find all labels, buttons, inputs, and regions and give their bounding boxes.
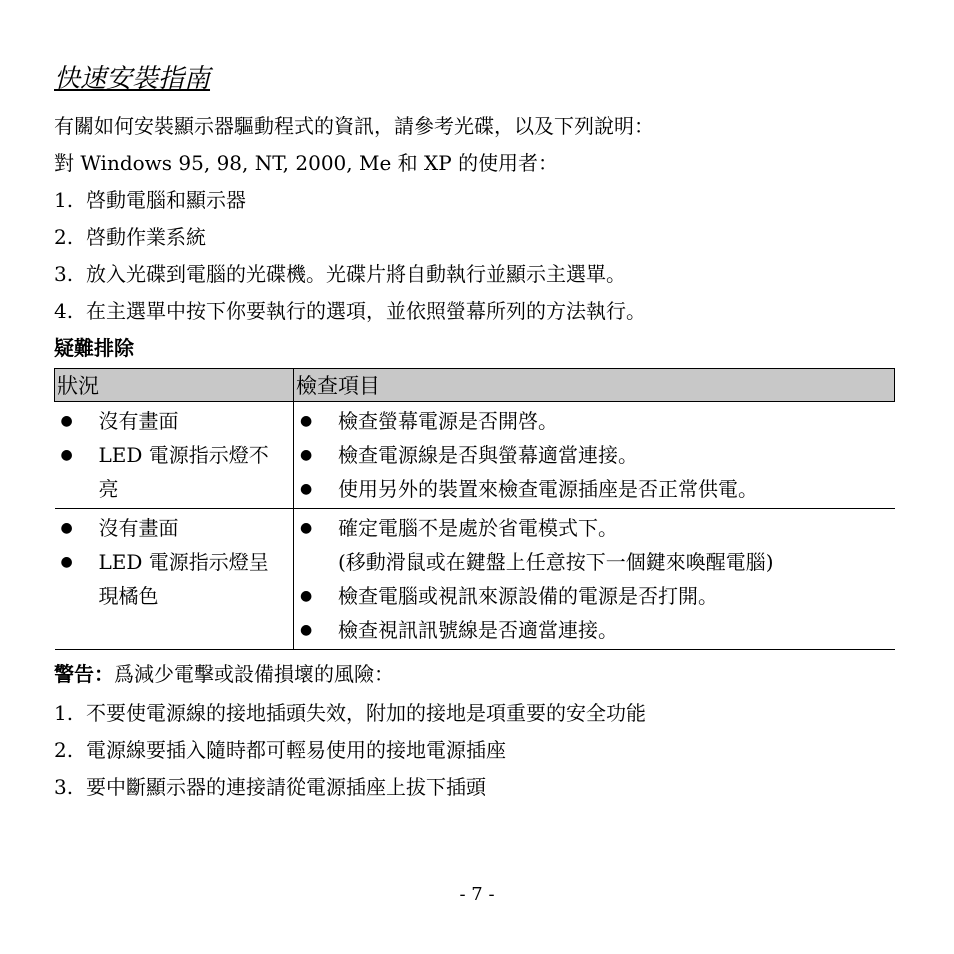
warning-item — [54, 771, 486, 800]
bullet-icon: ● — [60, 554, 73, 570]
header-status: 狀況 — [55, 369, 294, 402]
check-item: ● 使用另外的裝置來檢查電源插座是否正常供電。 — [294, 472, 895, 506]
page-number: - 7 - — [459, 884, 495, 905]
intro-line-1: 有關如何安裝顯示器驅動程式的資訊，請參考光碟，以及下列說明： — [54, 114, 654, 138]
bullet-icon: ● — [60, 520, 73, 536]
step-item — [54, 184, 246, 213]
warning-item-text: 要中斷顯示器的連接請從電源插座上拔下插頭 — [86, 775, 486, 799]
bullet-icon: ● — [299, 413, 313, 429]
check-item: ● 檢查螢幕電源是否開啓。 — [294, 404, 895, 438]
warning-item-text: 電源線要插入隨時都可輕易使用的接地電源插座 — [86, 738, 506, 762]
header-checks: 檢查項目 — [293, 369, 894, 402]
troubleshoot-heading: 疑難排除 — [54, 336, 134, 360]
warning-item-text: 不要使電源線的接地插頭失效，附加的接地是項重要的安全功能 — [86, 701, 646, 725]
status-item-continued: 亮 — [98, 477, 119, 501]
step-text: 啓動作業系統 — [86, 225, 206, 249]
status-cell — [55, 402, 294, 509]
warning-item — [54, 697, 646, 726]
warning-number: 2. — [54, 738, 74, 762]
step-number: 2. — [54, 225, 74, 249]
check-item: ● 檢查電腦或視訊來源設備的電源是否打開。 — [294, 579, 895, 613]
table-row — [55, 402, 895, 509]
intro-line-2: 對 Windows 95, 98, NT, 2000, Me 和 XP 的使用者： — [54, 151, 559, 175]
check-item-continued: (移動滑鼠或在鍵盤上任意按下一個鍵來喚醒電腦) — [337, 550, 774, 574]
checks-cell — [293, 509, 894, 650]
step-number: 3. — [54, 262, 74, 286]
bullet-icon: ● — [299, 622, 313, 638]
step-item — [54, 295, 646, 324]
bullet-icon: ● — [299, 588, 313, 604]
check-item: ● 檢查電源線是否與螢幕適當連接。 — [294, 438, 895, 472]
bullet-icon: ● — [299, 481, 313, 497]
status-item: ● LED 電源指示燈呈 — [55, 545, 293, 579]
step-text: 啓動電腦和顯示器 — [86, 188, 246, 212]
step-item — [54, 258, 626, 287]
step-text: 在主選單中按下你要執行的選項，並依照螢幕所列的方法執行。 — [86, 299, 646, 323]
step-text: 放入光碟到電腦的光碟機。光碟片將自動執行並顯示主選單。 — [86, 262, 626, 286]
status-cell — [55, 509, 294, 650]
table-header-row — [55, 369, 895, 402]
warning-item — [54, 734, 506, 763]
warning-number: 3. — [54, 775, 74, 799]
warning-line — [54, 658, 394, 687]
check-item: ● 確定電腦不是處於省電模式下。 — [294, 511, 895, 545]
step-number: 1. — [54, 188, 74, 212]
status-item: ● 沒有畫面 — [55, 511, 293, 545]
page-title: 快速安裝指南 — [54, 64, 211, 94]
warning-text: 爲減少電擊或設備損壞的風險： — [114, 662, 394, 686]
warning-number: 1. — [54, 701, 74, 725]
bullet-icon: ● — [299, 447, 313, 463]
bullet-icon: ● — [60, 413, 73, 429]
status-item: ● 沒有畫面 — [55, 404, 293, 438]
step-number: 4. — [54, 299, 74, 323]
bullet-icon: ● — [60, 447, 73, 463]
troubleshoot-table — [54, 368, 895, 650]
bullet-icon: ● — [299, 520, 313, 536]
check-item: ● 檢查視訊訊號線是否適當連接。 — [294, 613, 895, 647]
table-row — [55, 509, 895, 650]
warning-label: 警告： — [54, 662, 114, 686]
checks-cell — [293, 402, 894, 509]
status-item: ● LED 電源指示燈不 — [55, 438, 293, 472]
status-item-continued: 現橘色 — [98, 584, 159, 608]
step-item — [54, 221, 206, 250]
